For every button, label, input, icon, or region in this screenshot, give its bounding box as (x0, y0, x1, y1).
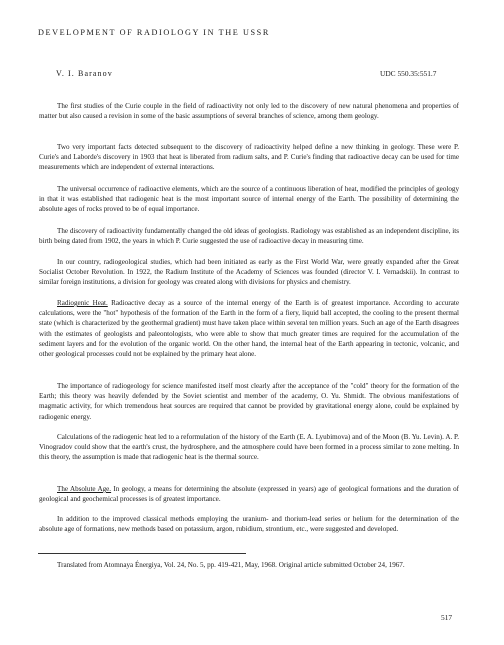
footnote-divider (38, 553, 246, 554)
paragraph-6-text: Radioactive decay as a source of the internal energy of the Earth is of greatest importance. According to accurate calculations, were the "hot" hypothesis of the formation of the Earth in the form of a fiery, liquid ball accepted, the cooling to the present thermal state (which is characterized by the geothermal gradient) must have taken place within several ten million years. Such an age of the Earth disagrees with the estimates of geologists and paleontologists, who were able to show that much greater times are required for the accumulation of the sediment layers and for the evolution of the organic world. On the other hand, the internal heat of the Earth appearing in tectonic, volcanic, and other geological processes could not be explained by the primary heat alone. (39, 299, 459, 359)
paragraph-absolute-age (39, 484, 459, 504)
paragraph-radiogenic-heat (39, 298, 459, 359)
udc-code: UDC 550.35:551.7 (380, 69, 437, 78)
article-title: DEVELOPMENT OF RADIOLOGY IN THE USSR (38, 28, 270, 37)
paragraph-4: The discovery of radioactivity fundamentally changed the old ideas of geologists. Radiology was established as an independent discipline, its birth being dated from 1902, the years in which P. Curie suggested the use of radioactive decay in measuring time. (39, 227, 459, 246)
translation-footnote: Translated from Atomnaya Énergiya, Vol. 24, No. 5, pp. 419-421, May, 1968. Original article submitted October 24, 1967. (57, 561, 405, 569)
section-heading-absolute-age: The Absolute Age. (57, 485, 112, 493)
paragraph-10: In addition to the improved classical methods employing the uranium- and thorium-lead series or helium for the determination of the absolute age of formations, new methods based on potassium, argon, rubidium, strontium, etc., were suggested and developed. (39, 515, 459, 534)
page-number: 517 (441, 613, 453, 622)
article-author: V. I. Baranov (56, 69, 113, 78)
paragraph-3: The universal occurrence of radioactive elements, which are the source of a continuous liberation of heat, modified the principles of geology in that it was established that radiogenic heat is the most important source of internal energy of the Earth. The possibility of determining the absolute ages of rocks proved to be of equal importance. (39, 185, 459, 214)
paragraph-2: Two very important facts detected subsequent to the discovery of radioactivity helped define a new thinking in geology. These were P. Curie's and Laborde's discovery in 1903 that heat is liberated from radium salts, and P. Curie's finding that radioactive decay can be used for time measurements which are independent of external interactions. (39, 143, 459, 172)
paragraph-9-text: In geology, a means for determining the absolute (expressed in years) age of geological formations and the duration of geological and geochemical processes is of greatest importance. (39, 485, 459, 504)
section-heading-radiogenic-heat: Radiogenic Heat. (57, 299, 108, 307)
paragraph-8: Calculations of the radiogenic heat led to a reformulation of the history of the Earth (E. A. Lyubimova) and of the Moon (B. Yu. Levin). A. P. Vinogradov could show that the earth's crust, the hydrosphere, and the atmosphere could have been formed in a process similar to zone melting. In this theory, the assumption is made that radiogenic heat is the thermal source. (39, 433, 459, 462)
paragraph-7: The importance of radiogeology for science manifested itself most clearly after the acceptance of the "cold" theory for the formation of the Earth; this theory was heavily defended by the Soviet scientist and member of the academy, O. Yu. Shmidt. The obvious manifestations of magmatic activity, for which tremendous heat sources are required that cannot be provided by gravitational energy alone, could be explained by radiogenic energy. (39, 382, 459, 421)
paragraph-1: The first studies of the Curie couple in the field of radioactivity not only led to the discovery of new natural phenomena and properties of matter but also caused a revision in some of the basic assumptions of several branches of science, among them geology. (39, 102, 459, 121)
paragraph-5: In our country, radiogeological studies, which had been initiated as early as the First World War, were greatly expanded after the Great Socialist October Revolution. In 1922, the Radium Institute of the Academy of Sciences was founded (director V. I. Vernadskii). In contrast to similar foreign institutions, a division for geology was created along with divisions for physics and chemistry. (39, 258, 459, 287)
